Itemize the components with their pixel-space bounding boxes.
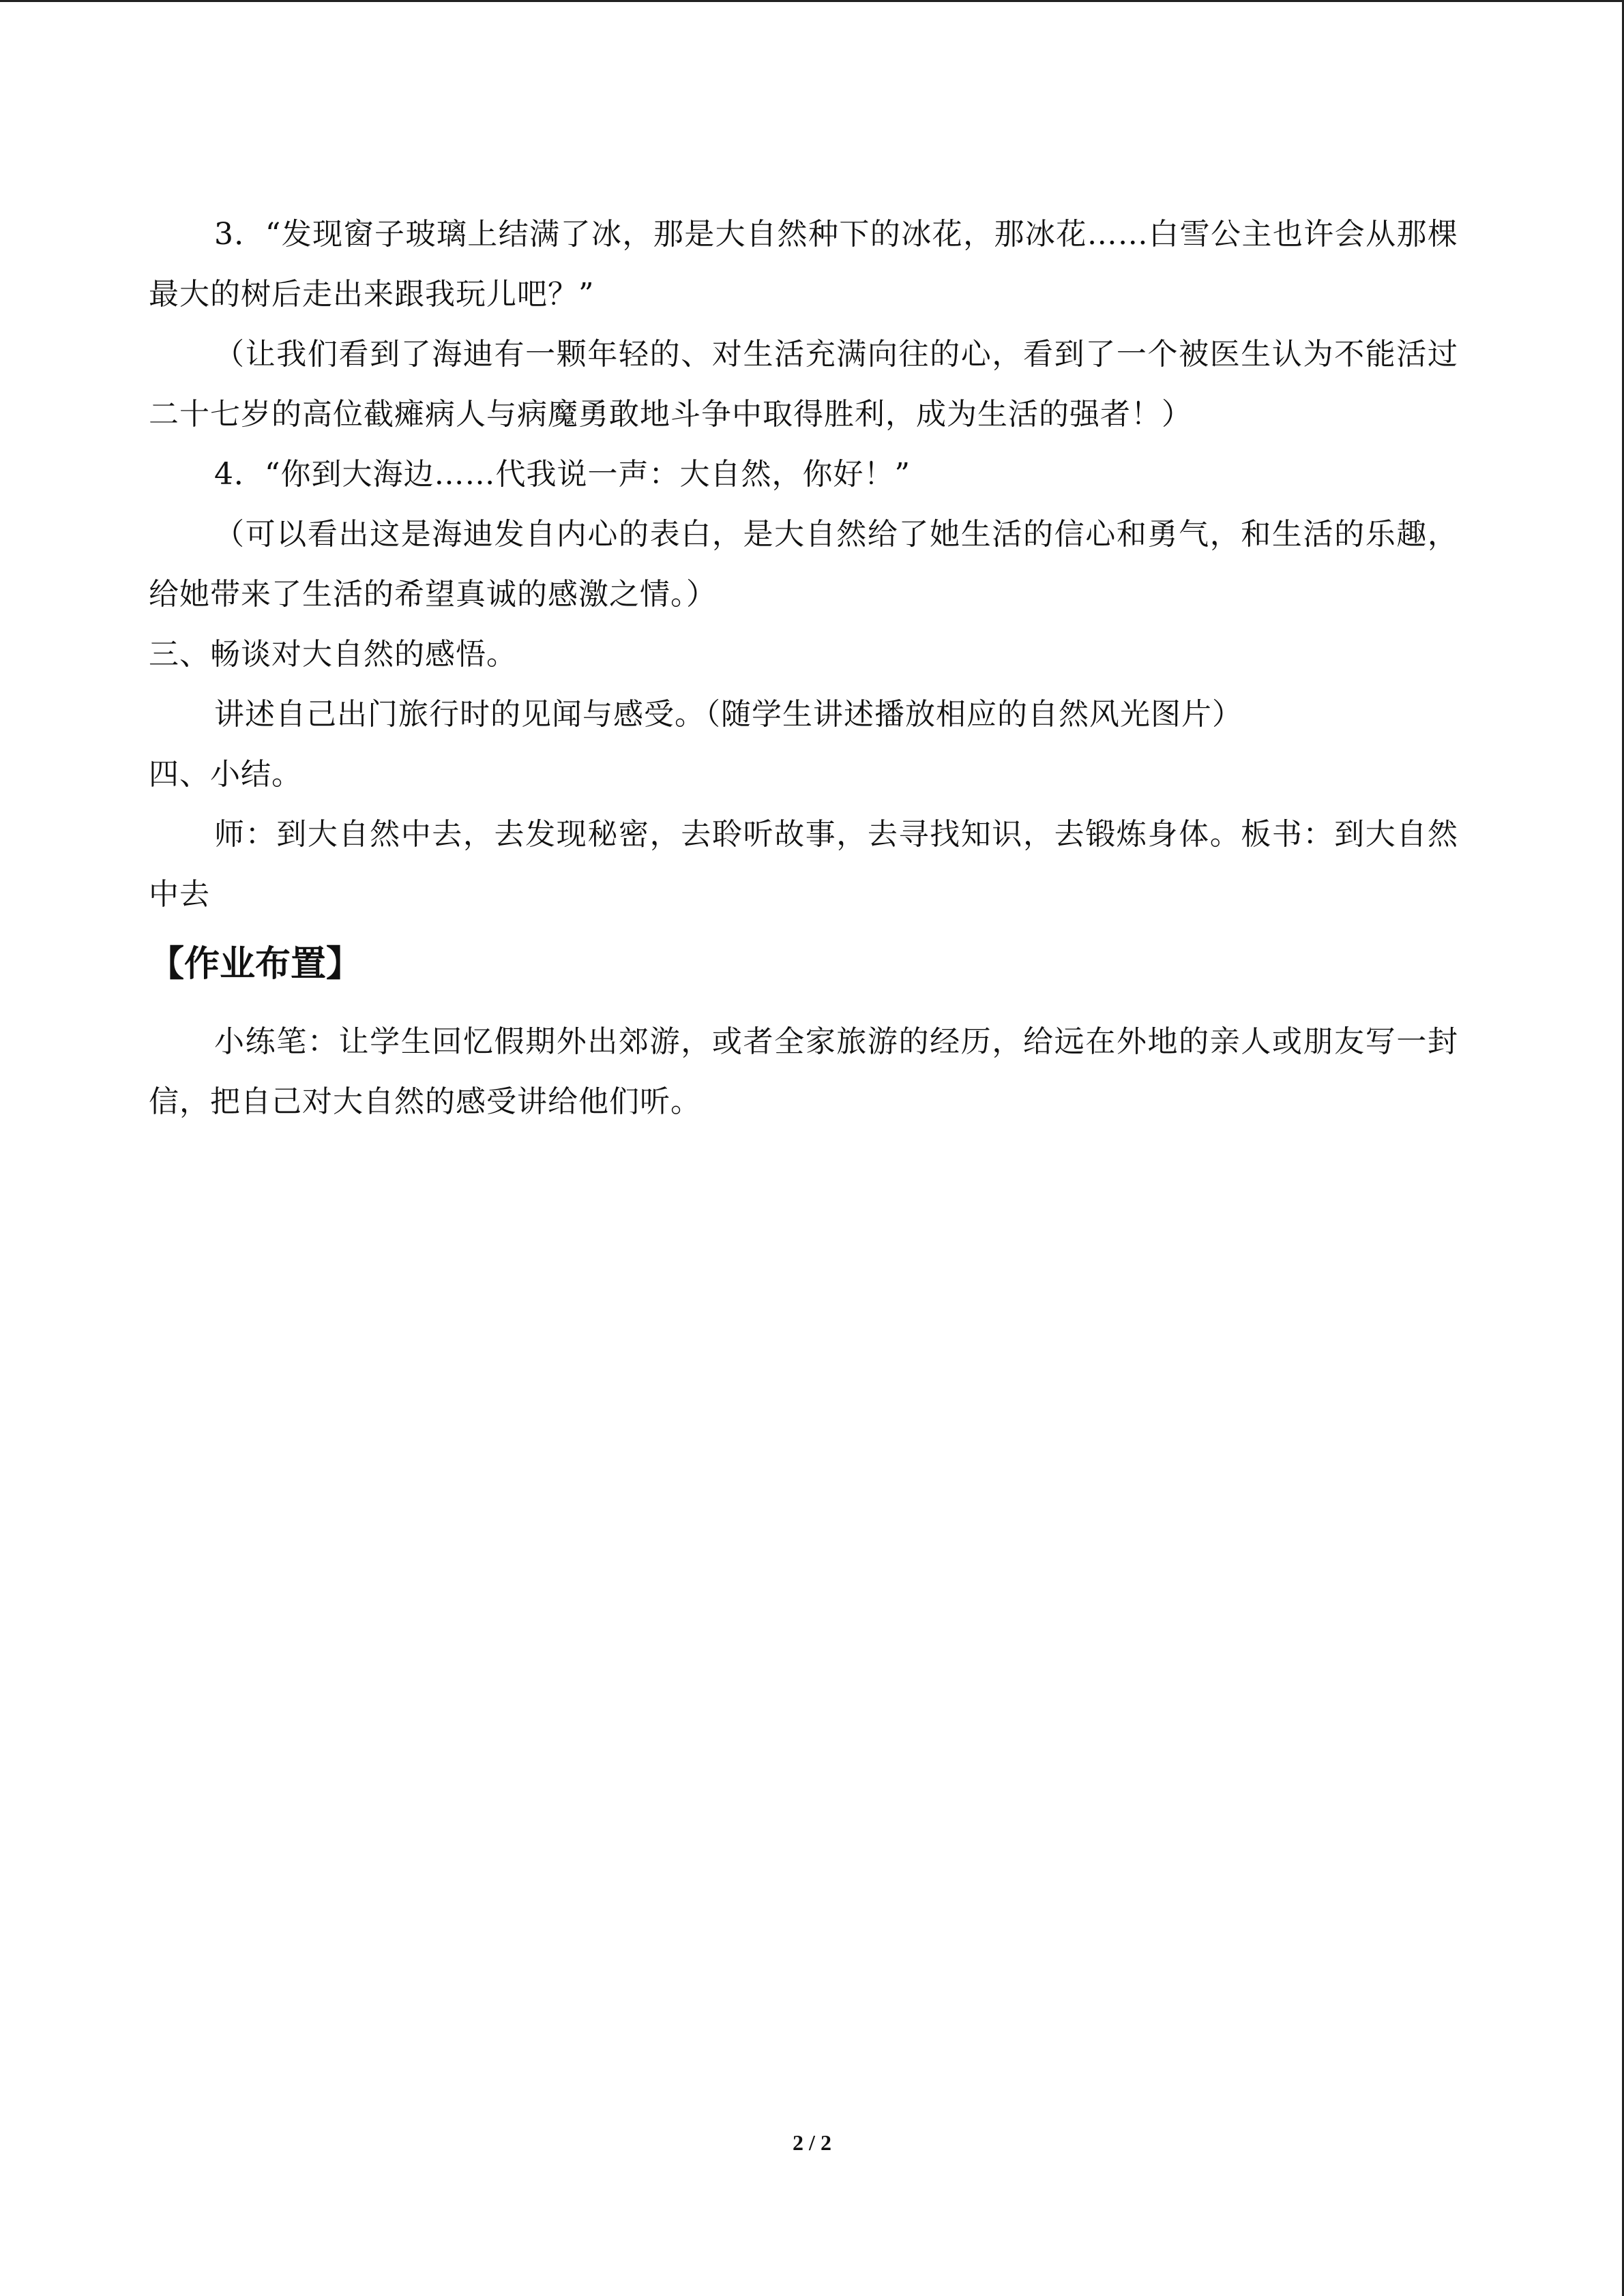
section-three-body: 讲述自己出门旅行时的见闻与感受。（随学生讲述播放相应的自然风光图片） xyxy=(214,697,1243,732)
paragraph-commentary-4: （可以看出这是海迪发自内心的表白，是大自然给了她生活的信心和勇气，和生活的乐趣，给她带来了生活的希望真诚的感激之情。） xyxy=(149,517,1458,612)
homework-heading: 【作业布置】 xyxy=(149,944,362,985)
document-body xyxy=(149,205,1458,1132)
page-number: 2 / 2 xyxy=(793,2130,831,2155)
homework-text: 小练笔：让学生回忆假期外出郊游，或者全家旅游的经历，给远在外地的亲人或朋友写一封信，把自己对大自然的感受讲给他们听。 xyxy=(149,1024,1458,1119)
section-four-heading: 四、小结。 xyxy=(149,757,302,792)
paragraph-item-4: 4．“你到大海边……代我说一声：大自然，你好！” xyxy=(214,457,911,492)
paragraph-commentary-3: （让我们看到了海迪有一颗年轻的、对生活充满向往的心，看到了一个被医生认为不能活过二十七岁的高位截瘫病人与病魔勇敢地斗争中取得胜利，成为生活的强者！） xyxy=(149,337,1458,432)
section-three-heading: 三、畅谈对大自然的感悟。 xyxy=(149,637,517,672)
paragraph-item-3: 3．“发现窗子玻璃上结满了冰，那是大自然种下的冰花，那冰花……白雪公主也许会从那棵最大的树后走出来跟我玩儿吧？” xyxy=(149,217,1458,312)
section-four-body: 师：到大自然中去，去发现秘密，去聆听故事，去寻找知识，去锻炼身体。板书：到大自然中去 xyxy=(149,817,1458,912)
